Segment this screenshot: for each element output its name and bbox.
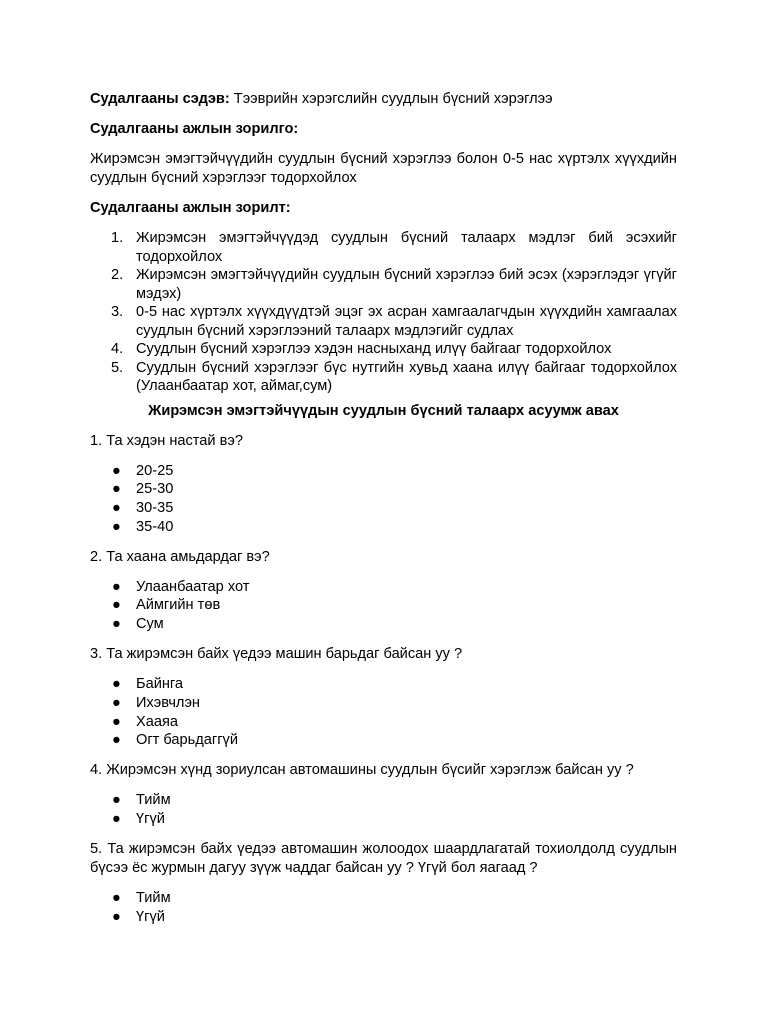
option-item <box>112 810 677 829</box>
option-label: Тийм <box>136 889 171 906</box>
goals-heading: Судалгааны ажлын зорилт: <box>90 200 291 216</box>
bullet-icon: ● <box>112 578 121 595</box>
survey-title: Жирэмсэн эмэгтэйчүүдын суудлын бүсний талаарх асуумж авах <box>148 402 619 419</box>
option-label: Аймгийн төв <box>136 597 221 614</box>
goal-number: 1. <box>111 230 124 246</box>
option-item <box>112 596 677 615</box>
goal-text: 0-5 нас хүртэлх хүүхдүүдтэй эцэг эх асран хамгаалагчдын хүүхдийн хамгаалах суудлын бүсний хэрэглээний талаарх мэдлэгийг судлах <box>136 304 677 339</box>
goal-number: 3. <box>111 304 124 320</box>
option-item <box>112 791 677 810</box>
question-4: 4. Жирэмсэн хүнд зориулсан автомашины суудлын бүсийг хэрэглэж байсан уу ? <box>90 762 634 779</box>
option-label: Улаанбаатар хот <box>136 578 250 595</box>
option-item <box>112 615 677 634</box>
goal-text: Жирэмсэн эмэгтэйчүүдэд суудлын бүсний талаарх мэдлэг бий эсэхийг тодорхойлох <box>136 230 677 265</box>
question-3: 3. Та жирэмсэн байх үедээ машин барьдаг байсан уу ? <box>90 646 463 663</box>
option-label: Сум <box>136 616 164 633</box>
option-item <box>112 499 677 518</box>
bullet-icon: ● <box>112 518 121 535</box>
option-label: Хааяа <box>136 713 178 730</box>
goal-number: 2. <box>111 267 124 283</box>
goal-text: Жирэмсэн эмэгтэйчүүдийн суудлын бүсний хэрэглээ бий эсэх (хэрэглэдэг үгүйг мэдэх) <box>136 267 677 302</box>
topic-line <box>90 90 677 109</box>
question-5-options <box>90 889 677 927</box>
option-item <box>112 578 677 597</box>
bullet-icon: ● <box>112 889 121 906</box>
bullet-icon: ● <box>112 597 121 614</box>
option-label: Ихэвчлэн <box>136 694 200 711</box>
goal-text: Суудлын бүсний хэрэглээ хэдэн насныханд илүү байгааг тодорхойлох <box>136 341 612 357</box>
option-label: Үгүй <box>136 811 165 828</box>
question-2-options <box>90 578 677 634</box>
option-label: 30-35 <box>136 500 174 517</box>
goal-item <box>111 340 677 359</box>
question-4-options <box>90 791 677 829</box>
bullet-icon: ● <box>112 908 121 925</box>
bullet-icon: ● <box>112 500 121 517</box>
option-label: Үгүй <box>136 908 165 925</box>
option-label: Байнга <box>136 676 184 693</box>
option-item <box>112 675 677 694</box>
option-item <box>112 480 677 499</box>
bullet-icon: ● <box>112 694 121 711</box>
topic-label: Судалгааны сэдэв: <box>90 91 230 107</box>
option-item <box>112 889 677 908</box>
question-1-options <box>90 462 677 537</box>
option-label: Огт барьдаггүй <box>136 732 238 749</box>
goal-item <box>111 303 677 340</box>
bullet-icon: ● <box>112 481 121 498</box>
goal-number: 5. <box>111 359 124 376</box>
purpose-text: Жирэмсэн эмэгтэйчүүдийн суудлын бүсний хэрэглээ болон 0-5 нас хүртэлх хүүхдийн суудлын бүсний хэрэглээг тодорхойлох <box>90 151 677 186</box>
topic-value: Тээврийн хэрэгслийн суудлын бүсний хэрэглээ <box>229 91 553 107</box>
goals-list <box>90 229 677 396</box>
goal-item <box>111 266 677 303</box>
question-3-options <box>90 675 677 750</box>
bullet-icon: ● <box>112 792 121 809</box>
purpose-heading: Судалгааны ажлын зорилго: <box>90 121 299 137</box>
question-1: 1. Та хэдэн настай вэ? <box>90 432 243 449</box>
option-item <box>112 731 677 750</box>
option-label: 20-25 <box>136 462 174 479</box>
option-item <box>112 713 677 732</box>
option-label: 35-40 <box>136 518 174 535</box>
goal-item <box>111 359 677 396</box>
option-label: Тийм <box>136 792 171 809</box>
bullet-icon: ● <box>112 616 121 633</box>
option-item <box>112 694 677 713</box>
option-label: 25-30 <box>136 481 174 498</box>
option-item <box>112 908 677 927</box>
option-item <box>112 462 677 481</box>
goal-text: Суудлын бүсний хэрэглээг бүс нутгийн хувьд хаана илүү байгааг тодорхойлох (Улаанбаатар хот, аймаг,сум) <box>136 359 677 394</box>
goal-number: 4. <box>111 341 124 357</box>
bullet-icon: ● <box>112 713 121 730</box>
question-2: 2. Та хаана амьдардаг вэ? <box>90 548 270 565</box>
bullet-icon: ● <box>112 462 121 479</box>
bullet-icon: ● <box>112 811 121 828</box>
bullet-icon: ● <box>112 676 121 693</box>
document-page <box>90 90 677 937</box>
bullet-icon: ● <box>112 732 121 749</box>
goal-item <box>111 229 677 266</box>
option-item <box>112 518 677 537</box>
question-5: 5. Та жирэмсэн байх үедээ автомашин жолоодох шаардлагатай тохиолдолд суудлын бүсээ ёс журмын дагуу зүүж чаддаг байсан уу ? Үгүй бол яагаад ? <box>90 840 677 876</box>
